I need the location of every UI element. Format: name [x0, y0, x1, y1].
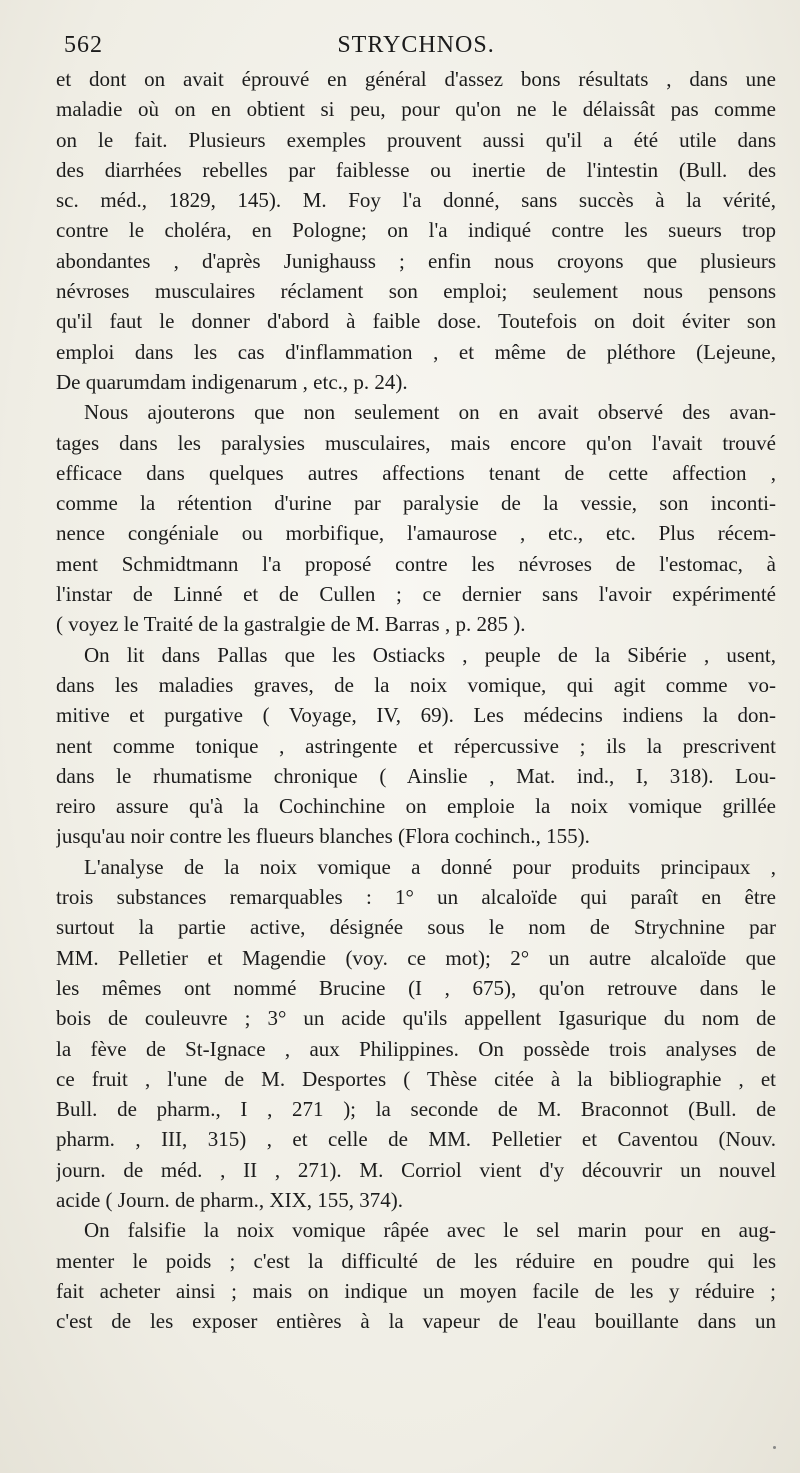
text-line: On falsifie la noix vomique râpée avec le sel marin pour en aug- [84, 1218, 776, 1243]
text-line: ment Schmidtmann l'a proposé contre les névroses de l'estomac, à [56, 551, 776, 576]
text-line: journ. de méd. , II , 271). M. Corriol vient d'y découvrir un nouvel [56, 1157, 776, 1182]
text-line: On lit dans Pallas que les Ostiacks , peuple de la Sibérie , usent, [84, 642, 776, 667]
text-line: trois substances remarquables : 1° un alcaloïde qui paraît en être [56, 885, 776, 910]
text-line: dans les maladies graves, de la noix vomique, qui agit comme vo- [56, 672, 776, 697]
text-line: tages dans les paralysies musculaires, mais encore qu'on l'avait trouvé [56, 430, 776, 455]
text-line: Nous ajouterons que non seulement on en avait observé des avan- [84, 400, 776, 425]
text-line: la fève de St-Ignace , aux Philippines. On possède trois analyses de [56, 1036, 776, 1061]
text-line: jusqu'au noir contre les flueurs blanches (Flora cochinch., 155). [56, 824, 590, 849]
text-line: emploi dans les cas d'inflammation , et même de pléthore (Lejeune, [56, 339, 776, 364]
text-line: ( voyez le Traité de la gastralgie de M. Barras , p. 285 ). [56, 612, 526, 637]
text-line: L'analyse de la noix vomique a donné pour produits principaux , [84, 854, 776, 879]
text-line: Bull. de pharm., I , 271 ); la seconde de M. Braconnot (Bull. de [56, 1097, 776, 1122]
running-head [56, 24, 776, 64]
body-text [56, 64, 776, 1336]
text-line: maladie où on en obtient si peu, pour qu'on ne le délaissât pas comme [56, 97, 776, 122]
text-line: névroses musculaires réclament son emploi; seulement nous pensons [56, 279, 776, 304]
text-line: les mêmes ont nommé Brucine (I , 675), qu'on retrouve dans le [56, 975, 776, 1000]
text-line: pharm. , III, 315) , et celle de MM. Pelletier et Caventou (Nouv. [56, 1127, 776, 1152]
text-line: menter le poids ; c'est la difficulté de les réduire en poudre qui les [56, 1248, 776, 1273]
text-line: surtout la partie active, désignée sous le nom de Strychnine par [56, 915, 776, 940]
text-line: MM. Pelletier et Magendie (voy. ce mot); 2° un autre alcaloïde que [56, 945, 776, 970]
text-line: abondantes , d'après Junighauss ; enfin nous croyons que plusieurs [56, 248, 776, 273]
text-line: ce fruit , l'une de M. Desportes ( Thèse citée à la bibliographie , et [56, 1066, 776, 1091]
text-line: efficace dans quelques autres affections tenant de cette affection , [56, 460, 776, 485]
page-number: 562 [64, 32, 103, 58]
text-line: bois de couleuvre ; 3° un acide qu'ils appellent Igasurique du nom de [56, 1006, 776, 1031]
text-line: acide ( Journ. de pharm., XIX, 155, 374). [56, 1187, 403, 1212]
text-line: qu'il faut le donner d'abord à faible dose. Toutefois on doit éviter son [56, 309, 776, 334]
text-line: des diarrhées rebelles par faiblesse ou inertie de l'intestin (Bull. des [56, 157, 776, 182]
text-line: dans le rhumatisme chronique ( Ainslie , Mat. ind., I, 318). Lou- [56, 763, 776, 788]
text-line: De quarumdam indigenarum , etc., p. 24). [56, 369, 408, 394]
text-line: sc. méd., 1829, 145). M. Foy l'a donné, sans succès à la vérité, [56, 188, 776, 213]
text-line: contre le choléra, en Pologne; on l'a indiqué contre les sueurs trop [56, 218, 776, 243]
text-line: c'est de les exposer entières à la vapeur de l'eau bouillante dans un [56, 1309, 776, 1334]
text-line: comme la rétention d'urine par paralysie de la vessie, son inconti- [56, 491, 776, 516]
text-line: et dont on avait éprouvé en général d'assez bons résultats , dans une [56, 67, 776, 91]
text-line: fait acheter ainsi ; mais on indique un moyen facile de les y réduire ; [56, 1278, 776, 1303]
paper-speck [773, 1446, 776, 1449]
text-line: nence congéniale ou morbifique, l'amaurose , etc., etc. Plus récem- [56, 521, 776, 546]
text-line: mitive et purgative ( Voyage, IV, 69). Les médecins indiens la don- [56, 703, 776, 728]
text-line: reiro assure qu'à la Cochinchine on emploie la noix vomique grillée [56, 794, 776, 819]
text-line: l'instar de Linné et de Cullen ; ce dernier sans l'avoir expérimenté [56, 582, 776, 607]
text-line: on le fait. Plusieurs exemples prouvent aussi qu'il a été utile dans [56, 127, 776, 152]
running-title: STRYCHNOS. [337, 32, 495, 58]
text-line: nent comme tonique , astringente et répercussive ; ils la prescrivent [56, 733, 776, 758]
